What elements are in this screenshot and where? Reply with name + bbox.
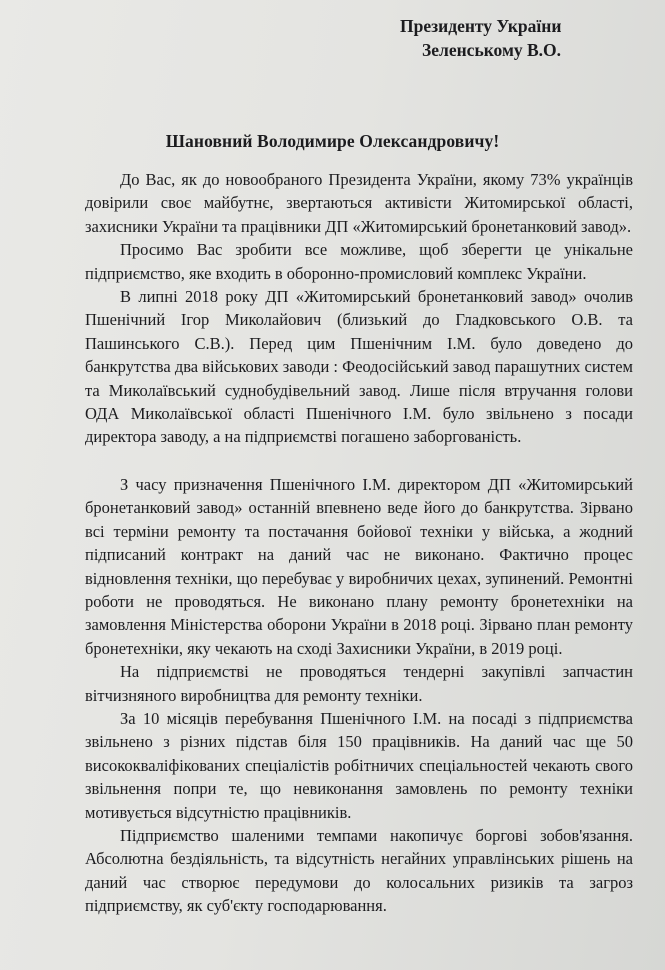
- addressee-block: [400, 14, 650, 62]
- paragraph-2: Просимо Вас зробити все можливе, щоб зберегти це унікальне підприємство, яке входить в оборонно-промисловий комплекс України.: [85, 240, 633, 283]
- paragraph-1: До Вас, як до новообраного Президента України, якому 73% українців довірили своє майбутнє, звертаються активісти Житомирської області, захисники України та працівники ДП «Житомирський бронетанковий завод».: [85, 170, 633, 236]
- paragraph-7: Підприємство шаленими темпами накопичує боргові зобов'язання. Абсолютна бездіяльність, та відсутність негайних управлінських рішень на даний час створює передумови до колосальних ризиків та загроз підприємству, як суб'єкту господарювання.: [85, 825, 633, 916]
- paragraph-6: За 10 місяців перебування Пшенічного І.М. на посаді з підприємства звільнено з різних підстав біля 150 працівників. На даний час ще 50 висококваліфікованих спеціалістів робітничих спеціальностей чекають свого звільнення попри те, що невиконання замовлень по ремонту техніки мотивується відсутністю працівників.: [85, 708, 633, 822]
- salutation: Шановний Володимире Олександровичу!: [165, 131, 500, 151]
- addressee-line-2: Зеленському В.О.: [422, 40, 562, 60]
- paragraph-5: На підприємстві не проводяться тендерні закупівлі запчастин вітчизняного виробництва для ремонту техніки.: [85, 662, 633, 705]
- paragraph-4: З часу призначення Пшенічного І.М. директором ДП «Житомирський бронетанковий завод» останній впевнено веде його до банкрутства. Зірвано всі терміни ремонту та постачання бойової техніки у війська, а жодний підписаний контракт на даний час не виконано. Фактично процес відновлення техніки, що перебуває у виробничих цехах, зупинений. Ремонтні роботи не проводяться. Не виконано плану ремонту бронетехніки на замовлення Міністерства оборони України в 2018 році. Зірвано план ремонту бронетехніки, яку чекають на сході Захисники України, в 2019 році.: [85, 474, 633, 658]
- addressee-line-1: Президенту України: [400, 16, 562, 36]
- letter-body: [85, 168, 633, 918]
- paragraph-3: В липні 2018 року ДП «Житомирський бронетанковий завод» очолив Пшенічний Ігор Миколайович (близький до Гладковського О.В. та Пашинського С.В.). Перед цим Пшенічним І.М. було доведено до банкрутства два військових заводи : Феодосійський завод парашутних систем та Миколаївський суднобудівельний завод. Лише після втручання голови ОДА Миколаївської області Пшенічного І.М. було звільнено з посади директора заводу, а на підприємстві погашено заборгованість.: [85, 287, 633, 447]
